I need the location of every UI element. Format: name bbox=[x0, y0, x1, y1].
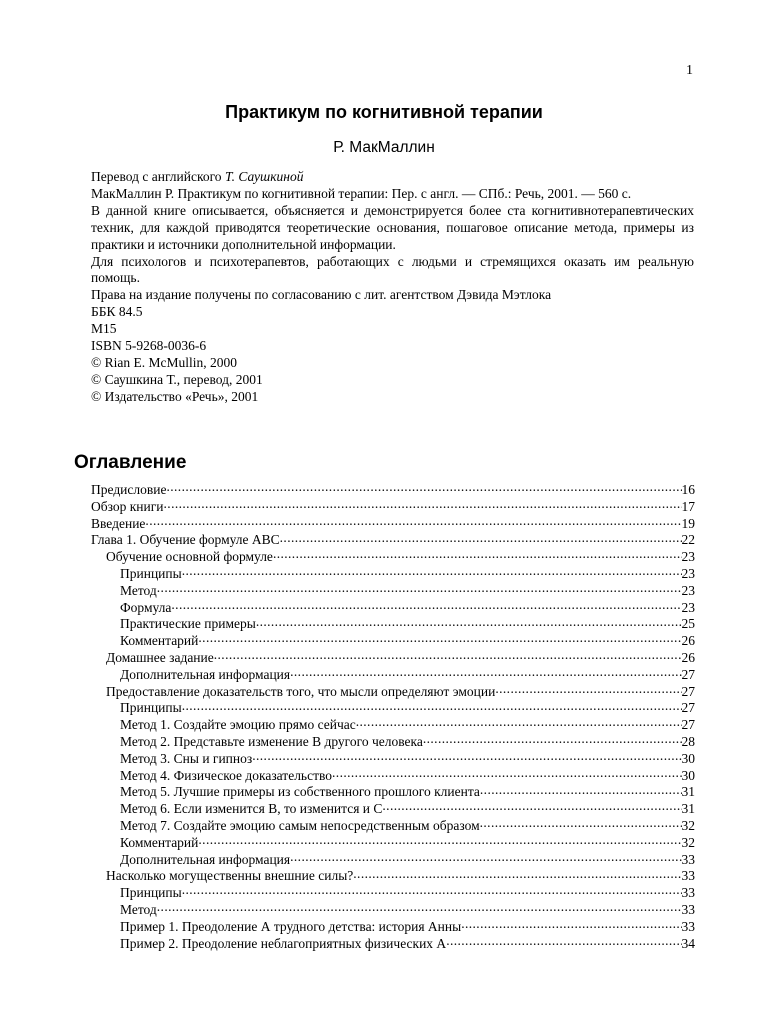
toc-entry[interactable] bbox=[91, 852, 695, 869]
toc-leader-dots bbox=[182, 700, 682, 712]
toc-leader-dots bbox=[256, 616, 682, 628]
toc-entry-title: Метод 6. Если изменится В, то изменится и С bbox=[120, 801, 383, 817]
toc-entry-page: 33 bbox=[681, 868, 695, 884]
toc-entry[interactable] bbox=[91, 482, 695, 499]
toc-entry[interactable] bbox=[91, 751, 695, 768]
toc-entry-page: 33 bbox=[681, 885, 695, 901]
toc-entry[interactable] bbox=[91, 818, 695, 835]
author-code: М15 bbox=[91, 321, 117, 337]
toc-entry[interactable] bbox=[91, 717, 695, 734]
toc-entry[interactable] bbox=[91, 549, 695, 566]
toc-entry-title: Пример 1. Преодоление А трудного детства: история Анны bbox=[120, 918, 462, 934]
toc-leader-dots bbox=[166, 482, 681, 494]
toc-entry[interactable] bbox=[91, 734, 695, 751]
toc-entry-title: Насколько могущественны внешние силы? bbox=[106, 868, 354, 884]
toc-entry-page: 28 bbox=[681, 733, 695, 749]
toc-entry-title: Предоставление доказательств того, что мысли определяют эмоции bbox=[106, 683, 496, 699]
toc-entry[interactable] bbox=[91, 919, 695, 936]
toc-leader-dots bbox=[214, 650, 682, 662]
toc-entry-page: 26 bbox=[681, 633, 695, 649]
toc-entry-page: 31 bbox=[681, 801, 695, 817]
toc-leader-dots bbox=[171, 600, 681, 612]
toc-entry[interactable] bbox=[91, 835, 695, 852]
toc-entry-page: 30 bbox=[681, 767, 695, 783]
translation-prefix: Перевод с английского bbox=[91, 169, 225, 184]
toc-entry[interactable] bbox=[91, 499, 695, 516]
book-title: Практикум по когнитивной терапии bbox=[225, 102, 543, 122]
toc-entry-page: 22 bbox=[681, 532, 695, 548]
toc-entry-title: Комментарий bbox=[120, 834, 199, 850]
front-matter bbox=[91, 169, 694, 406]
toc-entry-page: 27 bbox=[681, 666, 695, 682]
toc-entry-title: Домашнее задание bbox=[106, 649, 214, 665]
toc-entry-title: Метод 3. Сны и гипноз bbox=[120, 750, 253, 766]
page-number: 1 bbox=[686, 63, 693, 78]
toc-entry-page: 23 bbox=[681, 599, 695, 615]
toc-entry-title: Обзор книги bbox=[91, 498, 164, 514]
table-of-contents bbox=[91, 482, 695, 952]
toc-leader-dots bbox=[182, 885, 682, 897]
toc-leader-dots bbox=[145, 516, 681, 528]
toc-entry-page: 33 bbox=[681, 901, 695, 917]
copyright-author: © Rian E. McMullin, 2000 bbox=[91, 354, 238, 370]
toc-leader-dots bbox=[423, 734, 682, 746]
toc-entry-title: Обучение основной формуле bbox=[106, 549, 273, 565]
toc-entry[interactable] bbox=[91, 667, 695, 684]
toc-entry-page: 16 bbox=[681, 482, 695, 497]
toc-leader-dots bbox=[353, 868, 681, 880]
bbk-code: ББК 84.5 bbox=[91, 304, 143, 320]
toc-entry-title: Практические примеры bbox=[120, 616, 256, 632]
translation-line bbox=[91, 169, 694, 186]
audience: Для психологов и психотерапевтов, работающих с людьми и стремящихся оказать им реальную помощь. bbox=[91, 253, 694, 286]
toc-entry-title: Предисловие bbox=[91, 482, 167, 497]
toc-entry-title: Дополнительная информация bbox=[120, 851, 291, 867]
toc-entry-page: 27 bbox=[681, 700, 695, 716]
toc-entry-title: Метод bbox=[120, 582, 157, 598]
toc-leader-dots bbox=[332, 768, 681, 780]
toc-heading: Оглавление bbox=[74, 452, 187, 473]
toc-entry-title: Комментарий bbox=[120, 633, 199, 649]
description: В данной книге описывается, объясняется и демонстрируется более ста когнитивнотерапевтических техник, для каждой приводятся теоретические основания, пошаговое описание метода, примеры из практики и источники дополнительной информации. bbox=[91, 202, 694, 252]
toc-entry[interactable] bbox=[91, 868, 695, 885]
toc-entry-page: 32 bbox=[681, 834, 695, 850]
toc-entry-page: 17 bbox=[681, 498, 695, 514]
translator-name: Т. Саушкиной bbox=[224, 169, 304, 184]
toc-entry-page: 27 bbox=[681, 717, 695, 733]
toc-entry[interactable] bbox=[91, 633, 695, 650]
toc-leader-dots bbox=[480, 784, 682, 796]
toc-entry-title: Глава 1. Обучение формуле ABC bbox=[91, 532, 280, 548]
toc-entry-page: 30 bbox=[681, 750, 695, 766]
toc-entry-title: Формула bbox=[120, 599, 172, 615]
toc-leader-dots bbox=[446, 936, 681, 948]
toc-entry[interactable] bbox=[91, 616, 695, 633]
toc-entry[interactable] bbox=[91, 566, 695, 583]
toc-entry-page: 23 bbox=[681, 565, 695, 581]
toc-entry-title: Введение bbox=[91, 515, 146, 531]
toc-entry-title: Метод 7. Создайте эмоцию самым непосредственным образом bbox=[120, 817, 480, 833]
toc-entry-title: Пример 2. Преодоление неблагоприятных физических А bbox=[120, 935, 447, 951]
toc-entry-title: Метод 5. Лучшие примеры из собственного прошлого клиента bbox=[120, 784, 480, 800]
copyright-translation: © Саушкина Т., перевод, 2001 bbox=[91, 371, 263, 387]
toc-entry-title: Метод 4. Физическое доказательство bbox=[120, 767, 333, 783]
toc-leader-dots bbox=[280, 532, 682, 544]
toc-entry-title: Принципы bbox=[120, 700, 182, 716]
toc-entry[interactable] bbox=[91, 902, 695, 919]
rights-notice: Права на издание получены по согласованию с лит. агентством Дэвида Мэтлока bbox=[91, 287, 552, 303]
toc-entry[interactable] bbox=[91, 684, 695, 701]
toc-leader-dots bbox=[290, 667, 681, 679]
toc-entry[interactable] bbox=[91, 936, 695, 953]
toc-leader-dots bbox=[182, 566, 682, 578]
toc-entry[interactable] bbox=[91, 532, 695, 549]
copyright-publisher: © Издательство «Речь», 2001 bbox=[91, 388, 259, 404]
toc-leader-dots bbox=[157, 902, 682, 914]
toc-entry-page: 32 bbox=[681, 817, 695, 833]
toc-leader-dots bbox=[290, 852, 681, 864]
toc-entry[interactable] bbox=[91, 768, 695, 785]
toc-entry-page: 23 bbox=[681, 582, 695, 598]
toc-entry-page: 33 bbox=[681, 918, 695, 934]
toc-entry-page: 33 bbox=[681, 851, 695, 867]
toc-entry-page: 19 bbox=[681, 515, 695, 531]
toc-leader-dots bbox=[480, 818, 682, 830]
toc-entry[interactable] bbox=[91, 583, 695, 600]
toc-leader-dots bbox=[157, 583, 682, 595]
toc-entry[interactable] bbox=[91, 784, 695, 801]
toc-leader-dots bbox=[164, 499, 682, 511]
toc-entry[interactable] bbox=[91, 516, 695, 533]
toc-entry-page: 34 bbox=[681, 935, 695, 951]
toc-entry-title: Метод bbox=[120, 901, 157, 917]
toc-entry[interactable] bbox=[91, 885, 695, 902]
toc-entry-title: Дополнительная информация bbox=[120, 666, 291, 682]
toc-entry-page: 27 bbox=[681, 683, 695, 699]
toc-entry[interactable] bbox=[91, 650, 695, 667]
toc-entry-title: Принципы bbox=[120, 885, 182, 901]
toc-entry-page: 23 bbox=[681, 549, 695, 565]
toc-entry[interactable] bbox=[91, 801, 695, 818]
citation: МакМаллин Р. Практикум по когнитивной терапии: Пер. с англ. — СПб.: Речь, 2001. — 560 с. bbox=[91, 185, 632, 201]
toc-leader-dots bbox=[356, 717, 682, 729]
toc-entry-page: 25 bbox=[681, 616, 695, 632]
toc-leader-dots bbox=[382, 801, 681, 813]
toc-leader-dots bbox=[495, 684, 681, 696]
toc-entry-title: Метод 1. Создайте эмоцию прямо сейчас bbox=[120, 717, 356, 733]
book-author: Р. МакМаллин bbox=[333, 139, 435, 156]
toc-entry[interactable] bbox=[91, 600, 695, 617]
toc-entry-page: 31 bbox=[681, 784, 695, 800]
toc-entry-page: 26 bbox=[681, 649, 695, 665]
toc-entry[interactable] bbox=[91, 700, 695, 717]
toc-leader-dots bbox=[252, 751, 681, 763]
toc-entry-title: Метод 2. Представьте изменение В другого человека bbox=[120, 733, 423, 749]
toc-leader-dots bbox=[198, 835, 681, 847]
isbn: ISBN 5-9268-0036-6 bbox=[91, 338, 207, 354]
toc-leader-dots bbox=[461, 919, 681, 931]
toc-leader-dots bbox=[273, 549, 682, 561]
toc-leader-dots bbox=[198, 633, 681, 645]
toc-entry-title: Принципы bbox=[120, 565, 182, 581]
